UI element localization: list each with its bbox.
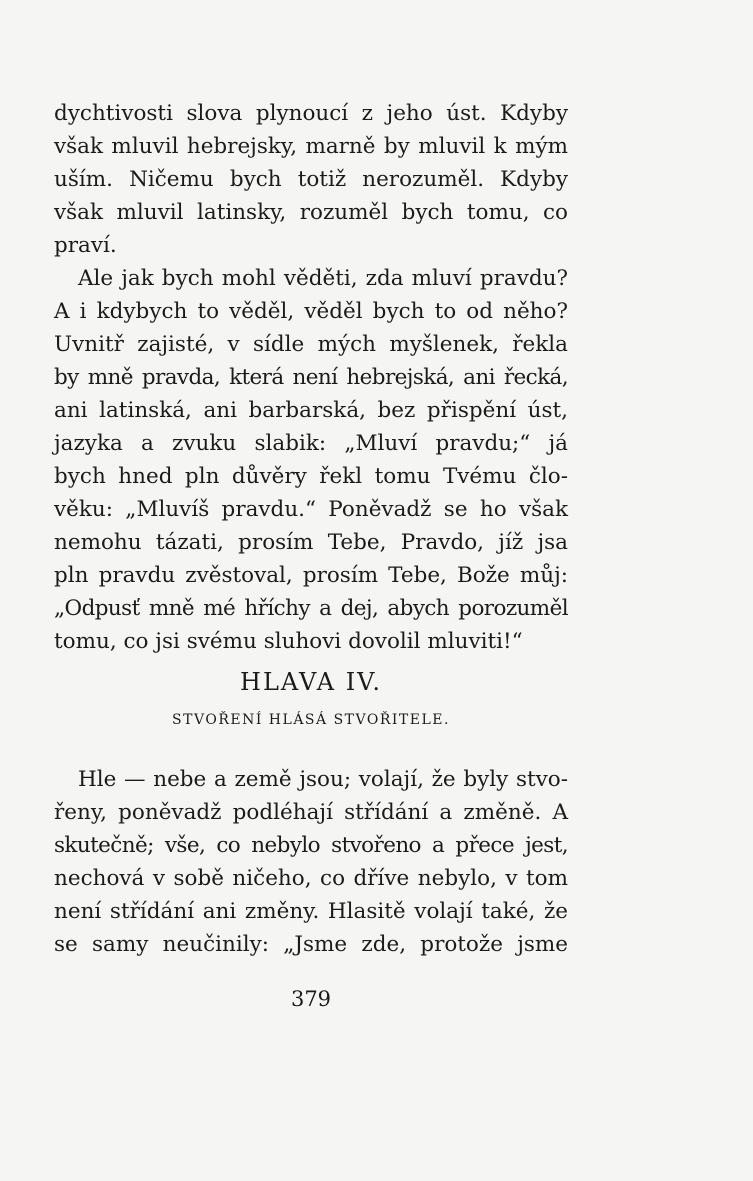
text-line: praví. (54, 233, 117, 258)
chapter-subtitle: STVOŘENÍ HLÁSÁ STVOŘITELE. (172, 712, 450, 728)
text-line: řeny, poněvadž podléhají střídání a změně. A (54, 800, 568, 825)
text-line: věku: „Mluvíš pravdu.“ Poněvadž se ho však (54, 497, 568, 522)
text-line: skutečně; vše, co nebylo stvořeno a přece jest, (54, 833, 568, 858)
text-line: nechová v sobě ničeho, co dříve nebylo, v tom (54, 866, 568, 891)
page-number: 379 (290, 987, 332, 1011)
text-line: dychtivosti slova plynoucí z jeho úst. Kdyby (54, 101, 568, 126)
text-line: se samy neučinily: „Jsme zde, protože jsme (54, 932, 568, 957)
text-line: však mluvil latinsky, rozuměl bych tomu, co (54, 200, 568, 225)
text-line: by mně pravda, která není hebrejská, ani řecká, (54, 365, 568, 390)
text-line: A i kdybych to věděl, věděl bych to od něho? (54, 299, 568, 324)
chapter-title: HLAVA IV. (240, 668, 382, 696)
text-line: tomu, co jsi svému sluhovi dovolil mluviti!“ (54, 629, 523, 654)
paragraph-continuation (54, 97, 568, 262)
paragraph-truth (54, 262, 568, 658)
text-line: nemohu tázati, prosím Tebe, Pravdo, jíž jsa (54, 530, 568, 555)
text-line: Uvnitř zajisté, v sídle mých myšlenek, řekla (54, 332, 568, 357)
text-line: „Odpusť mně mé hříchy a dej, abych porozuměl (54, 596, 568, 621)
paragraph-creation (54, 763, 568, 961)
text-line: bych hned pln důvěry řekl tomu Tvému člo- (54, 464, 568, 489)
text-line: pln pravdu zvěstoval, prosím Tebe, Bože můj: (54, 563, 568, 588)
text-line: Ale jak bych mohl věděti, zda mluví pravdu? (78, 266, 568, 291)
text-line: Hle — nebe a země jsou; volají, že byly stvo- (78, 767, 568, 792)
text-line: však mluvil hebrejsky, marně by mluvil k mým (54, 134, 568, 159)
text-line: ani latinská, ani barbarská, bez přispění úst, (54, 398, 568, 423)
text-line: není střídání ani změny. Hlasitě volají také, že (54, 899, 568, 924)
text-line: uším. Ničemu bych totiž nerozuměl. Kdyby (54, 167, 568, 192)
text-line: jazyka a zvuku slabik: „Mluví pravdu;“ já (54, 431, 568, 456)
